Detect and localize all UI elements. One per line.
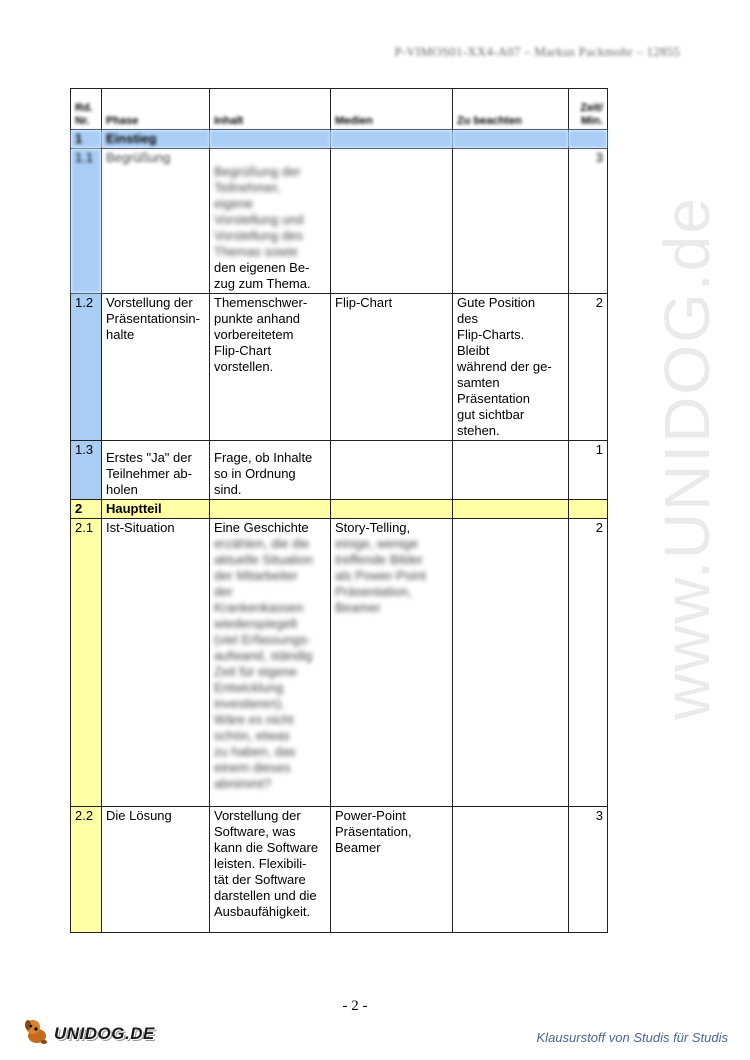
row-inhalt: Eine Geschichte erzählen, die die aktuelle Situation der Mitarbeiter der Krankenkassen wiederspiegelt (viel Erfassungs- aufwand, ständig Zeit für eigene Entwicklung investieren). Wäre es nicht schön, etwas zu haben, das einem dieses abnimmt? (210, 519, 331, 807)
table-row (71, 519, 608, 807)
col-header-inhalt: Inhalt (210, 89, 331, 130)
row-beachten: Gute Position des Flip-Charts. Bleibt während der ge- samten Präsentation gut sichtbar stehen. (453, 294, 569, 441)
section-nr: 2 (71, 500, 102, 519)
row-inhalt: Begrüßung der Teilnehmer, eigene Vorstellung und Vorstellung des Themas sowie den eigenen Be- zug zum Thema. (210, 149, 331, 294)
row-zeit: 3 (569, 149, 608, 294)
row-phase: Die Lösung (102, 807, 210, 933)
row-medien: Power-Point Präsentation, Beamer (331, 807, 453, 933)
table-row (71, 807, 608, 933)
footer-tagline: Klausurstoff von Studis für Studis (536, 1030, 728, 1045)
row-medien (331, 149, 453, 294)
col-header-zeit: Zeit/ Min. (569, 89, 608, 130)
row-phase: Begrüßung (102, 149, 210, 294)
row-inhalt: Vorstellung der Software, was kann die Software leisten. Flexibili- tät der Software darstellen und die Ausbaufähigkeit. (210, 807, 331, 933)
row-medien: Flip-Chart (331, 294, 453, 441)
row-medien (331, 441, 453, 500)
row-beachten (453, 149, 569, 294)
section-row-einstieg (71, 130, 608, 149)
section-nr: 1 (71, 130, 102, 149)
col-header-nr: Rd. Nr. (71, 89, 102, 130)
row-beachten (453, 441, 569, 500)
table-row (71, 441, 608, 500)
page-number: - 2 - (342, 998, 368, 1014)
row-phase: Vorstellung der Präsentationsin- halte (102, 294, 210, 441)
row-nr: 1.3 (71, 441, 102, 500)
table-row (71, 294, 608, 441)
col-header-beachten: Zu beachten (453, 89, 569, 130)
row-nr: 2.2 (71, 807, 102, 933)
section-title: Einstieg (102, 130, 210, 149)
row-nr: 2.1 (71, 519, 102, 807)
logo-text: UNIDOG.DE (54, 1023, 155, 1043)
section-row-hauptteil (71, 500, 608, 519)
row-nr: 1.1 (71, 149, 102, 294)
row-inhalt: Frage, ob Inhalte so in Ordnung sind. (210, 441, 331, 500)
row-zeit: 3 (569, 807, 608, 933)
row-beachten (453, 519, 569, 807)
unidog-logo[interactable] (22, 1016, 155, 1051)
row-medien: Story-Telling, einige, wenige treffende Bilder als Power-Point Präsentation, Beamer (331, 519, 453, 807)
row-beachten (453, 807, 569, 933)
row-inhalt: Themenschwer- punkte anhand vorbereitetem Flip-Chart vorstellen. (210, 294, 331, 441)
col-header-medien: Medien (331, 89, 453, 130)
row-zeit: 2 (569, 294, 608, 441)
row-phase: Ist-Situation (102, 519, 210, 807)
dog-icon (22, 1016, 52, 1051)
row-nr: 1.2 (71, 294, 102, 441)
row-zeit: 2 (569, 519, 608, 807)
lesson-plan-table (70, 88, 608, 933)
section-title: Hauptteil (102, 500, 210, 519)
page-header: P-VIMOS01-XX4-A07 – Markus Packmohr – 12855 (394, 44, 680, 59)
watermark-text: www.UNIDOG.de (651, 196, 723, 720)
row-phase: Erstes "Ja" der Teilnehmer ab- holen (102, 441, 210, 500)
col-header-phase: Phase (102, 89, 210, 130)
row-zeit: 1 (569, 441, 608, 500)
table-header-row (71, 89, 608, 130)
table-row (71, 149, 608, 294)
